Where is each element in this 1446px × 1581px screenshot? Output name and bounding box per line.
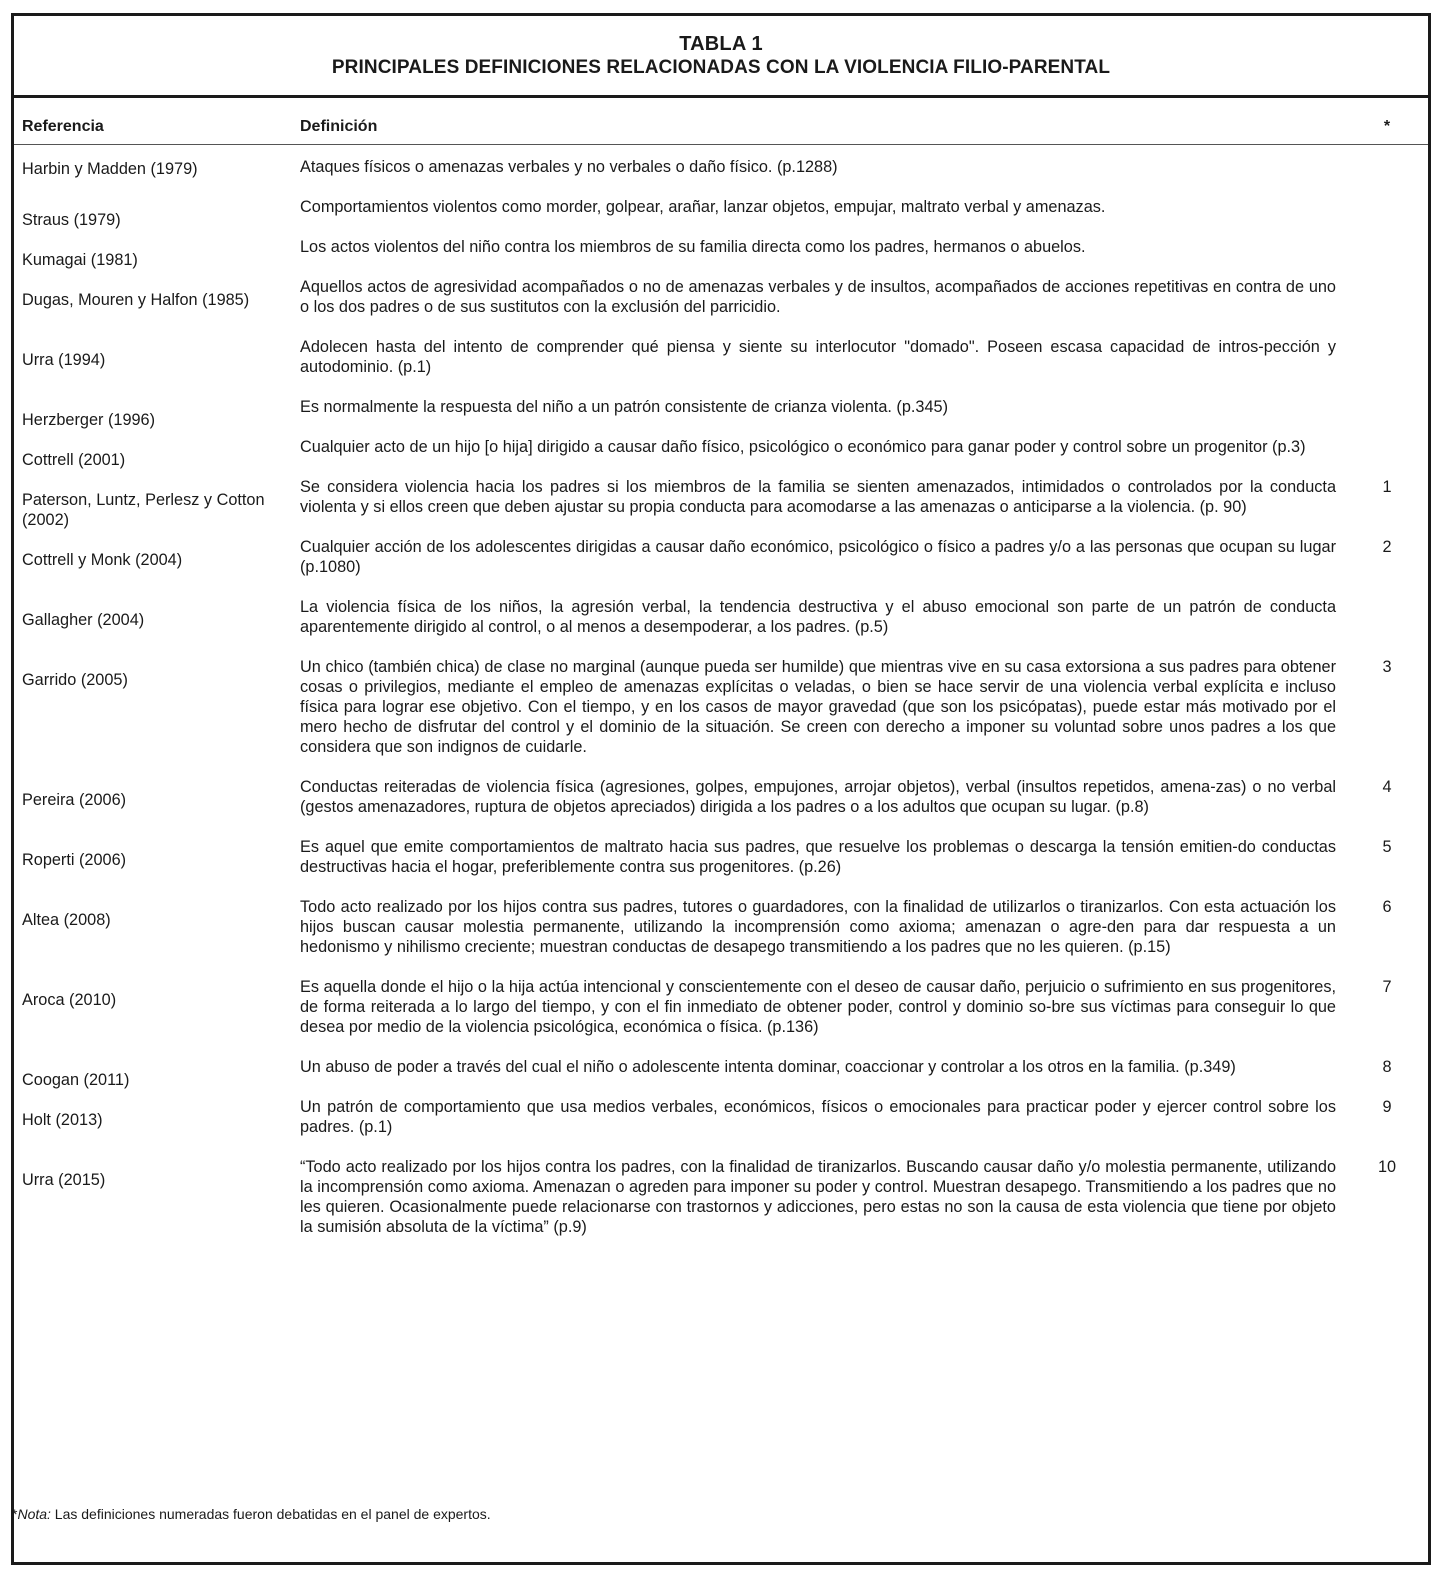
table-row: [14, 1097, 1428, 1157]
definition-cell: Es normalmente la respuesta del niño a un patrón consistente de crianza violenta. (p.345): [300, 398, 949, 416]
reference-cell: Cottrell (2001): [22, 451, 126, 469]
table-row: [14, 777, 1428, 837]
definition-cell: Adolecen hasta del intento de comprender qué piensa y siente su interlocutor "domado". Poseen escasa capacidad de intros-pección y autodominio. (p.1): [300, 338, 1336, 376]
reference-cell: Pereira (2006): [22, 791, 127, 809]
table-row: [14, 437, 1428, 477]
reference-cell: Straus (1979): [22, 211, 121, 229]
definition-cell: Cualquier acción de los adolescentes dirigidas a causar daño económico, psicológico o físico a padres y/o a las personas que ocupan su lugar (p.1080): [300, 538, 1336, 576]
reference-cell: Paterson, Luntz, Perlesz y Cotton (2002): [22, 491, 265, 529]
number-cell: 10: [1377, 1158, 1397, 1176]
number-cell: [1346, 597, 1428, 657]
number-cell: [1346, 277, 1428, 337]
definition-cell: Cualquier acto de un hijo [o hija] dirigido a causar daño físico, psicológico o económico para ganar poder y control sobre un progenitor (p.3): [300, 438, 1306, 456]
footnote: [12, 1506, 491, 1522]
reference-cell: Roperti (2006): [22, 851, 127, 869]
reference-cell: Garrido (2005): [22, 671, 128, 689]
definition-cell: Aquellos actos de agresividad acompañados o no de amenazas verbales y de insultos, acompañados de acciones repetitivas en contra de uno o los dos padres o de sus sustitutos con la exclusión del parricidio.: [300, 278, 1336, 316]
table-row: [14, 1057, 1428, 1097]
definition-cell: La violencia física de los niños, la agresión verbal, la tendencia destructiva y el abuso emocional son parte de un patrón de conducta aparentemente dirigido al control, o al menos a desempoderar, a los padres. (p.5): [300, 598, 1336, 636]
definition-cell: Un abuso de poder a través del cual el niño o adolescente intenta dominar, coaccionar y controlar a los otros en la familia. (p.349): [300, 1058, 1236, 1076]
table-body: [14, 145, 1428, 1258]
definition-cell: “Todo acto realizado por los hijos contra los padres, con la finalidad de tiranizarlos. Buscando causar daño y/o molestia permanente, utilizando la incomprensión como axioma. Amenazan o agreden para imponer su poder y control. Muestran desapego. Transmitiendo a los padres que no les quieren. Ocasionalmente puede relacionarse con trastornos y adicciones, pero estas no son la causa de esta violencia que tiene por objeto la sumisión absoluta de la víctima” (p.9): [300, 1158, 1336, 1236]
reference-cell: Gallagher (2004): [22, 611, 145, 629]
table-row: [14, 145, 1428, 198]
definition-cell: Comportamientos violentos como morder, golpear, arañar, lanzar objetos, empujar, maltrato verbal y amenazas.: [300, 198, 1106, 216]
definition-cell: Conductas reiteradas de violencia física (agresiones, golpes, empujones, arrojar objetos), verbal (insultos repetidos, amena-zas) o no verbal (gestos amenazadores, ruptura de objetos apreciados) dirigida a los padres o a los adultos que ocupan su lugar. (p.8): [300, 778, 1336, 816]
table-title: PRINCIPALES DEFINICIONES RELACIONADAS CON LA VIOLENCIA FILIO-PARENTAL: [331, 57, 1111, 78]
number-cell: 1: [1382, 478, 1392, 496]
number-cell: 9: [1382, 1098, 1392, 1116]
reference-cell: Urra (1994): [22, 351, 106, 369]
definition-cell: Es aquella donde el hijo o la hija actúa intencional y conscientemente con el deseo de causar daño, perjuicio o sufrimiento en sus progenitores, de forma reiterada a lo largo del tiempo, y con el fin inmediato de obtener poder, control y dominio so-bre sus víctimas para conseguir lo que desea por medio de la violencia psicológica, económica o física. (p.136): [300, 978, 1336, 1036]
table-row: [14, 477, 1428, 537]
reference-cell: Herzberger (1996): [22, 411, 156, 429]
header-mark: *: [1346, 98, 1428, 145]
table-row: [14, 1157, 1428, 1257]
footnote-prefix: *: [12, 1506, 18, 1522]
reference-cell: Urra (2015): [22, 1171, 106, 1189]
header-row: [14, 98, 1428, 145]
number-cell: 2: [1382, 538, 1392, 556]
reference-cell: Aroca (2010): [22, 991, 117, 1009]
definition-cell: Todo acto realizado por los hijos contra sus padres, tutores o guardadores, con la finalidad de utilizarlos o tiranizarlos. Con esta actuación los hijos buscan causar molestia permanente, utilizando la incomprensión como axioma; amenazan o agre-den para dar respuesta a un hedonismo y nihilismo creciente; muestran conductas de desapego transmitiendo a los padres que no les quieren. (p.15): [300, 898, 1336, 956]
table-row: [14, 337, 1428, 397]
reference-cell: Kumagai (1981): [22, 251, 138, 269]
footnote-label: Nota:: [17, 1506, 51, 1522]
number-cell: 8: [1382, 1058, 1392, 1076]
reference-cell: Cottrell y Monk (2004): [22, 551, 183, 569]
table-row: [14, 537, 1428, 597]
definition-cell: Un patrón de comportamiento que usa medios verbales, económicos, físicos o emocionales para practicar poder y ejercer control sobre los padres. (p.1): [300, 1098, 1336, 1136]
definitions-table: [14, 98, 1428, 1257]
number-cell: 6: [1382, 898, 1392, 916]
header-definition: Definición: [300, 98, 1346, 145]
definition-cell: Se considera violencia hacia los padres si los miembros de la familia se sienten amenazados, intimidados o controlados por la conducta violenta y si ellos creen que deben ajustar su propia conducta para acomodarse a las amenazas o anticiparse a la violencia. (p. 90): [300, 478, 1336, 516]
number-cell: [1346, 397, 1428, 437]
reference-cell: Harbin y Madden (1979): [22, 160, 198, 178]
table-frame: [11, 13, 1431, 1565]
definition-cell: Ataques físicos o amenazas verbales y no verbales o daño físico. (p.1288): [300, 158, 838, 176]
reference-cell: Coogan (2011): [22, 1071, 130, 1089]
reference-cell: Holt (2013): [22, 1111, 103, 1129]
number-cell: 5: [1382, 838, 1392, 856]
table-row: [14, 197, 1428, 237]
table-row: [14, 977, 1428, 1057]
table-row: [14, 597, 1428, 657]
number-cell: 3: [1382, 658, 1392, 676]
number-cell: [1346, 237, 1428, 277]
table-number: TABLA 1: [679, 33, 763, 55]
number-cell: 7: [1382, 978, 1392, 996]
number-cell: [1346, 197, 1428, 237]
number-cell: [1346, 337, 1428, 397]
table-row: [14, 897, 1428, 977]
reference-cell: Altea (2008): [22, 911, 111, 929]
table-row: [14, 657, 1428, 777]
definition-cell: Un chico (también chica) de clase no marginal (aunque pueda ser humilde) que mientras vive en su casa extorsiona a sus padres para obtener cosas o privilegios, mediante el empleo de amenazas explícitas o veladas, o bien se hace servir de una violencia verbal explícita e incluso física para lograr ese objetivo. Con el tiempo, y en los casos de mayor gravedad (que son los psicópatas), puede estar más motivado por el mero hecho de disfrutar del control y el dominio de la situación. Se creen con derecho a imponer su voluntad sobre unos padres a los que considera que son indignos de cuidarle.: [300, 658, 1336, 756]
table-row: [14, 397, 1428, 437]
definition-cell: Es aquel que emite comportamientos de maltrato hacia sus padres, que resuelve los problemas o descarga la tensión emitien-do conductas destructivas hacia el hogar, preferiblemente contra sus progenitores. (p.26): [300, 838, 1336, 876]
number-cell: 4: [1382, 778, 1392, 796]
table-row: [14, 237, 1428, 277]
footnote-text: Las definiciones numeradas fueron debatidas en el panel de expertos.: [50, 1506, 491, 1522]
reference-cell: Dugas, Mouren y Halfon (1985): [22, 291, 250, 309]
table-row: [14, 277, 1428, 337]
definition-cell: Los actos violentos del niño contra los miembros de su familia directa como los padres, hermanos o abuelos.: [300, 238, 1086, 256]
table-title-block: [14, 16, 1428, 98]
number-cell: [1346, 437, 1428, 477]
number-cell: [1346, 145, 1428, 198]
table-row: [14, 837, 1428, 897]
header-reference: Referencia: [14, 98, 300, 145]
